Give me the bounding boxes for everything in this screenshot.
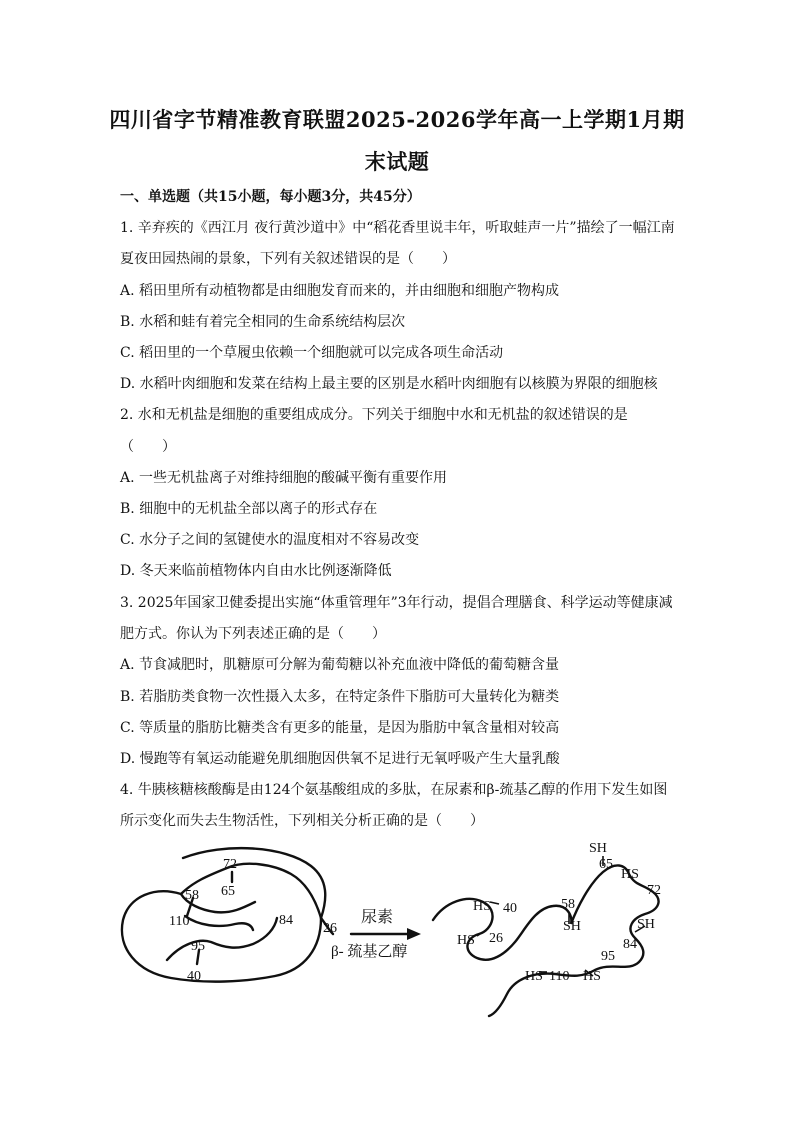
unfolded-label-26: 26: [489, 931, 503, 946]
unfolded-label-65: 65: [599, 857, 613, 872]
question-2-option-c: C. 水分子之间的氢键使水的温度相对不容易改变: [120, 532, 420, 548]
question-1-stem-line1: 1. 辛弃疾的《西江月 夜行黄沙道中》中“稻花香里说丰年，听取蛙声一片”描绘了一幅江南: [120, 220, 675, 236]
unfolded-label-sh-84: SH: [637, 917, 655, 932]
folded-label-40: 40: [187, 969, 201, 984]
unfolded-label-hs-40: HS: [473, 899, 491, 914]
unfolded-labels: [457, 841, 661, 984]
unfolded-label-58: 58: [561, 897, 575, 912]
folded-label-26: 26: [323, 921, 337, 936]
question-3-option-a: A. 节食减肥时，肌糖原可分解为葡萄糖以补充血液中降低的葡萄糖含量: [120, 657, 560, 673]
folded-label-58: 58: [185, 888, 199, 903]
question-1-option-b: B. 水稻和蛙有着完全相同的生命系统结构层次: [120, 314, 406, 330]
folded-chain-curl: [185, 916, 253, 930]
unfolded-label-40: 40: [503, 901, 517, 916]
folded-label-84: 84: [279, 913, 293, 928]
unfolded-label-84: 84: [623, 937, 637, 952]
unfolded-label-hs-26: HS: [457, 933, 475, 948]
unfolded-label-110: 110: [549, 969, 570, 984]
question-3-option-b: B. 若脂肪类食物一次性摄入太多，在特定条件下脂肪可大量转化为糖类: [120, 689, 560, 705]
unfolded-label-hs-110: HS: [525, 969, 543, 984]
section-heading: 一、单选题（共15小题，每小题3分，共45分）: [120, 189, 421, 205]
arrow-label-urea: 尿素: [361, 909, 394, 926]
folded-label-72: 72: [223, 857, 237, 872]
question-3-stem-line1: 3. 2025年国家卫健委提出实施“体重管理年”3年行动，提倡合理膳食、科学运动等健康减: [120, 595, 673, 611]
question-2-option-d: D. 冬天来临前植物体内自由水比例逐渐降低: [120, 563, 392, 579]
folded-chain-body: [122, 891, 321, 981]
folded-label-65: 65: [221, 884, 235, 899]
question-3-option-d: D. 慢跑等有氧运动能避免肌细胞因供氧不足进行无氧呼吸产生大量乳酸: [120, 751, 560, 767]
protein-denaturation-figure: [115, 838, 685, 1018]
question-2-option-a: A. 一些无机盐离子对维持细胞的酸碱平衡有重要作用: [120, 470, 448, 486]
reaction-arrow-head: [407, 928, 421, 940]
unfolded-label-72: 72: [647, 883, 661, 898]
question-3-stem-line2: 肥方式。你认为下列表述正确的是（ ）: [120, 626, 386, 642]
question-3-option-c: C. 等质量的脂肪比糖类含有更多的能量，是因为脂肪中氧含量相对较高: [120, 720, 560, 736]
question-4-stem-line2: 所示变化而失去生物活性，下列相关分析正确的是（ ）: [120, 813, 484, 829]
unfolded-label-sh-58: SH: [563, 919, 581, 934]
question-1-option-c: C. 稻田里的一个草履虫依赖一个细胞就可以完成各项生命活动: [120, 345, 504, 361]
sulfhydryl-ticks: [477, 856, 645, 976]
unfolded-label-hs-95: HS: [583, 969, 601, 984]
question-2-stem-line1: 2. 水和无机盐是细胞的重要组成成分。下列关于细胞中水和无机盐的叙述错误的是: [120, 407, 628, 423]
folded-label-95: 95: [191, 939, 205, 954]
document-title-line1: 四川省字节精准教育联盟2025-2026学年高一上学期1月期: [109, 107, 685, 132]
unfolded-label-sh-top: SH: [589, 841, 607, 856]
arrow-label-mercaptoethanol: β- 巯基乙醇: [331, 944, 408, 960]
folded-label-110: 110: [169, 914, 190, 929]
question-4-stem-line1: 4. 牛胰核糖核酸酶是由124个氨基酸组成的多肽，在尿素和β-巯基乙醇的作用下发生如图: [120, 782, 668, 798]
question-1-stem-line2: 夏夜田园热闹的景象，下列有关叙述错误的是（ ）: [120, 251, 456, 267]
question-1-option-a: A. 稻田里所有动植物都是由细胞发育而来的，并由细胞和细胞产物构成: [120, 283, 560, 299]
question-1-option-d: D. 水稻叶肉细胞和发菜在结构上最主要的区别是水稻叶肉细胞有以核膜为界限的细胞核: [120, 376, 658, 392]
unfolded-label-hs-72: HS: [621, 867, 639, 882]
document-title-line2: 末试题: [364, 149, 430, 174]
question-2-stem-line2: （ ）: [120, 439, 176, 455]
unfolded-label-95: 95: [601, 949, 615, 964]
question-2-option-b: B. 细胞中的无机盐全部以离子的形式存在: [120, 501, 378, 517]
